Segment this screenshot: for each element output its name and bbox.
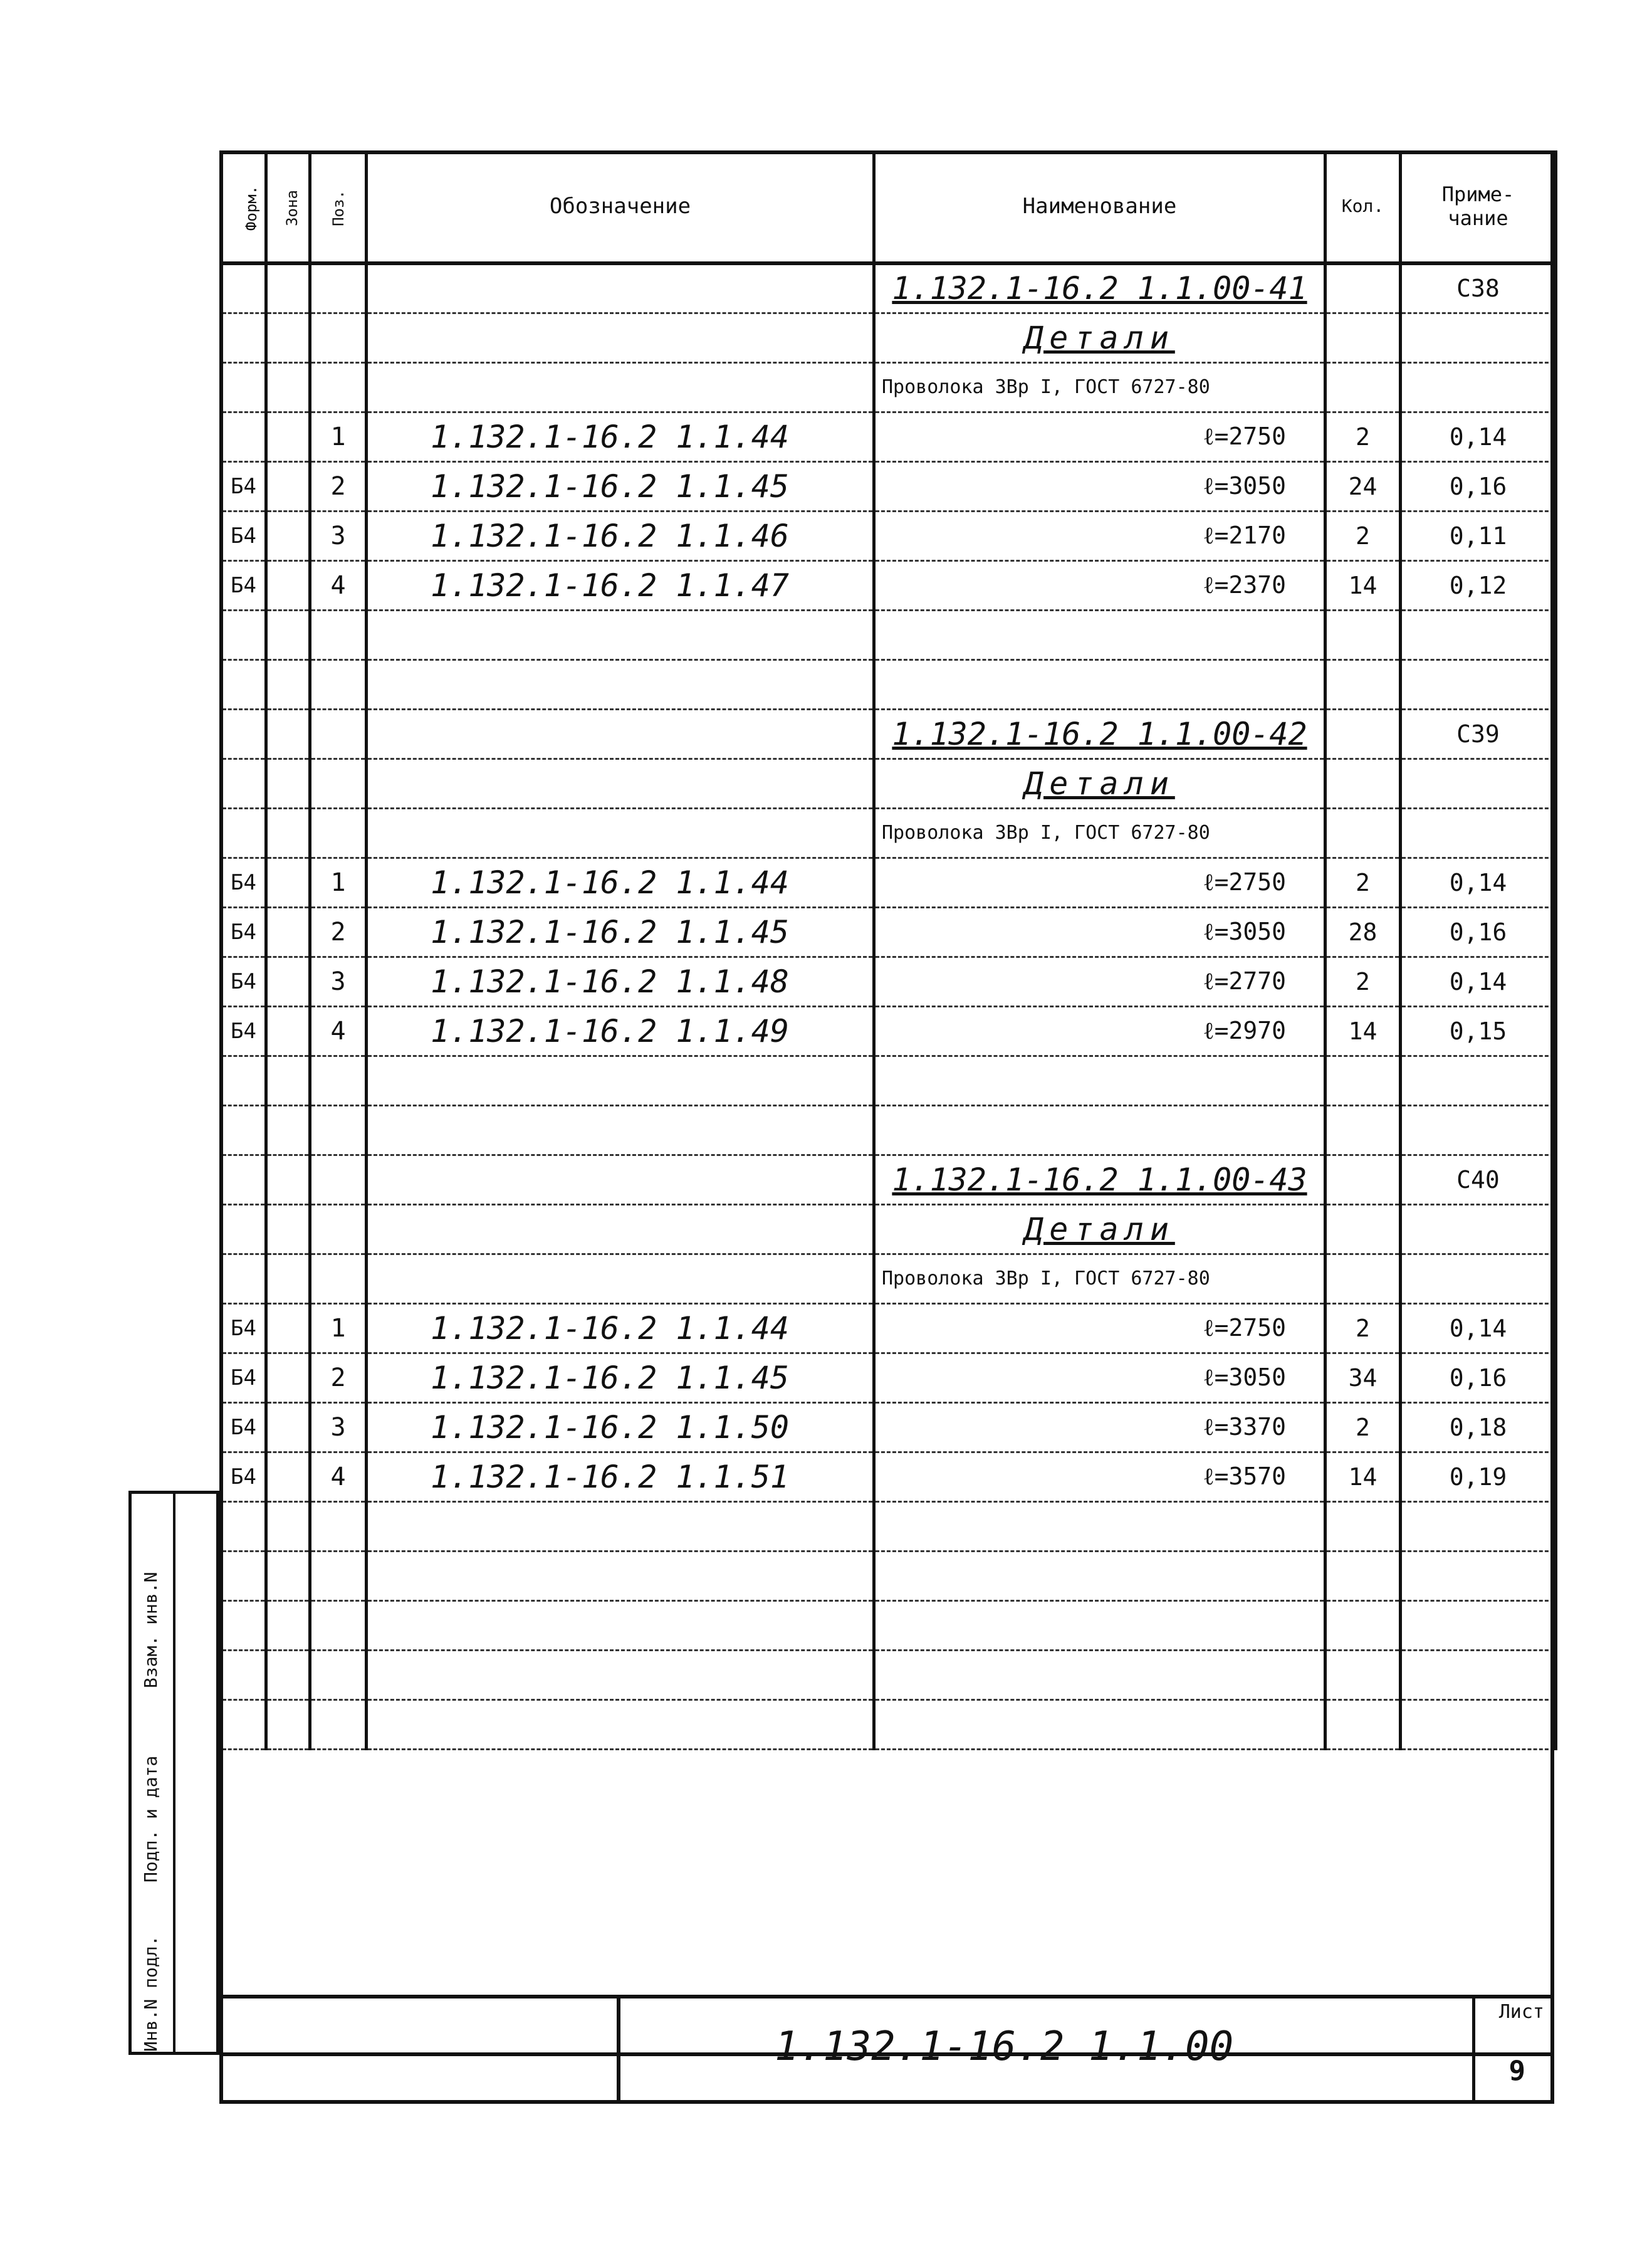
cell-format: Б4 xyxy=(221,511,266,560)
cell-qty: 2 xyxy=(1325,511,1401,560)
cell-note: 0,12 xyxy=(1401,560,1556,610)
stamp-podp-data: Подп. и дата xyxy=(140,1755,161,1883)
cell-format: Б4 xyxy=(221,461,266,511)
stamp-inv-podl: Инв.N подл. xyxy=(140,1935,161,2052)
header-designation: Обозначение xyxy=(367,150,874,263)
cell-pos: 3 xyxy=(310,511,367,560)
cell-pos: 4 xyxy=(310,1006,367,1056)
document-code: 1.132.1-16.2 1.1.00 xyxy=(775,2024,1234,2070)
header-zone: Зона xyxy=(266,150,310,263)
cell-note: 0,18 xyxy=(1401,1402,1556,1452)
cell-qty: 14 xyxy=(1325,1006,1401,1056)
cell-qty: 24 xyxy=(1325,461,1401,511)
side-stamp xyxy=(128,1491,219,2055)
header-note: Приме- чание xyxy=(1401,150,1556,263)
cell-note: 0,14 xyxy=(1401,858,1556,907)
cell-name: Проволока 3Вр I, ГОСТ 6727-80 xyxy=(874,808,1325,858)
cell-pos: 3 xyxy=(310,957,367,1006)
cell-format: Б4 xyxy=(221,1006,266,1056)
cell-designation: 1.132.1-16.2 1.1.46 xyxy=(367,511,874,560)
cell-note: 0,11 xyxy=(1401,511,1556,560)
cell-qty: 2 xyxy=(1325,1303,1401,1353)
cell-name: ℓ=3570 xyxy=(874,1452,1325,1501)
cell-note: 0,14 xyxy=(1401,1303,1556,1353)
cell-qty: 34 xyxy=(1325,1353,1401,1402)
cell-format: Б4 xyxy=(221,1303,266,1353)
cell-pos: 2 xyxy=(310,907,367,957)
cell-note: 0,16 xyxy=(1401,907,1556,957)
cell-qty: 2 xyxy=(1325,1402,1401,1452)
cell-name: ℓ=2370 xyxy=(874,560,1325,610)
cell-format: Б4 xyxy=(221,1402,266,1452)
sheet-box xyxy=(1472,1998,1550,2100)
cell-name: ℓ=2750 xyxy=(874,858,1325,907)
stamp-vzam-inv: Взам. инв.N xyxy=(140,1572,161,1688)
cell-designation: 1.132.1-16.2 1.1.48 xyxy=(367,957,874,1006)
header-format: Форм. xyxy=(221,150,266,263)
cell-pos: 2 xyxy=(310,1353,367,1402)
cell-qty: 14 xyxy=(1325,560,1401,610)
cell-note: 0,16 xyxy=(1401,1353,1556,1402)
cell-pos: 1 xyxy=(310,1303,367,1353)
cell-pos: 3 xyxy=(310,1402,367,1452)
cell-designation: 1.132.1-16.2 1.1.45 xyxy=(367,907,874,957)
cell-name: 1.132.1-16.2 1.1.00-42 xyxy=(874,709,1325,759)
cell-name: ℓ=3050 xyxy=(874,1353,1325,1402)
cell-format: Б4 xyxy=(221,1452,266,1501)
cell-designation: 1.132.1-16.2 1.1.51 xyxy=(367,1452,874,1501)
cell-note: 0,15 xyxy=(1401,1006,1556,1056)
cell-pos: 1 xyxy=(310,858,367,907)
cell-qty: 2 xyxy=(1325,858,1401,907)
cell-name: 1.132.1-16.2 1.1.00-43 xyxy=(874,1155,1325,1204)
cell-format: Б4 xyxy=(221,858,266,907)
cell-note: 0,14 xyxy=(1401,412,1556,461)
drawing-frame xyxy=(219,150,1554,2056)
cell-note: С40 xyxy=(1401,1155,1556,1204)
cell-pos: 2 xyxy=(310,461,367,511)
cell-format: Б4 xyxy=(221,957,266,1006)
cell-name: ℓ=2750 xyxy=(874,412,1325,461)
header-pos: Поз. xyxy=(310,150,367,263)
cell-name: ℓ=2170 xyxy=(874,511,1325,560)
cell-qty: 14 xyxy=(1325,1452,1401,1501)
cell-name: ℓ=3050 xyxy=(874,461,1325,511)
title-block-divider xyxy=(617,1998,620,2100)
cell-designation: 1.132.1-16.2 1.1.50 xyxy=(367,1402,874,1452)
cell-designation: 1.132.1-16.2 1.1.49 xyxy=(367,1006,874,1056)
cell-note: 0,14 xyxy=(1401,957,1556,1006)
cell-note: С39 xyxy=(1401,709,1556,759)
header-name: Наименование xyxy=(874,150,1325,263)
cell-designation: 1.132.1-16.2 1.1.45 xyxy=(367,1353,874,1402)
cell-designation: 1.132.1-16.2 1.1.45 xyxy=(367,461,874,511)
header-qty: Кол. xyxy=(1325,150,1401,263)
cell-name: ℓ=3370 xyxy=(874,1402,1325,1452)
cell-name: ℓ=3050 xyxy=(874,907,1325,957)
cell-name: Проволока 3Вр I, ГОСТ 6727-80 xyxy=(874,1254,1325,1303)
cell-name: Проволока 3Вр I, ГОСТ 6727-80 xyxy=(874,362,1325,412)
cell-designation: 1.132.1-16.2 1.1.44 xyxy=(367,858,874,907)
cell-designation: 1.132.1-16.2 1.1.44 xyxy=(367,1303,874,1353)
cell-note: С38 xyxy=(1401,263,1556,313)
cell-qty: 2 xyxy=(1325,957,1401,1006)
cell-designation: 1.132.1-16.2 1.1.47 xyxy=(367,560,874,610)
cell-pos: 4 xyxy=(310,1452,367,1501)
cell-name: ℓ=2770 xyxy=(874,957,1325,1006)
cell-note: 0,19 xyxy=(1401,1452,1556,1501)
cell-name: 1.132.1-16.2 1.1.00-41 xyxy=(874,263,1325,313)
cell-name: ℓ=2750 xyxy=(874,1303,1325,1353)
cell-name: Детали xyxy=(874,1204,1325,1254)
cell-name: ℓ=2970 xyxy=(874,1006,1325,1056)
cell-pos: 1 xyxy=(310,412,367,461)
sheet-number: 9 xyxy=(1508,2055,1525,2087)
cell-format: Б4 xyxy=(221,1353,266,1402)
cell-format: Б4 xyxy=(221,560,266,610)
cell-name: Детали xyxy=(874,313,1325,362)
sheet-label: Лист xyxy=(1498,2001,1544,2023)
cell-pos: 4 xyxy=(310,560,367,610)
cell-qty: 28 xyxy=(1325,907,1401,957)
cell-qty: 2 xyxy=(1325,412,1401,461)
cell-name: Детали xyxy=(874,759,1325,808)
cell-format: Б4 xyxy=(221,907,266,957)
title-block xyxy=(219,1995,1554,2104)
cell-note: 0,16 xyxy=(1401,461,1556,511)
cell-designation: 1.132.1-16.2 1.1.44 xyxy=(367,412,874,461)
